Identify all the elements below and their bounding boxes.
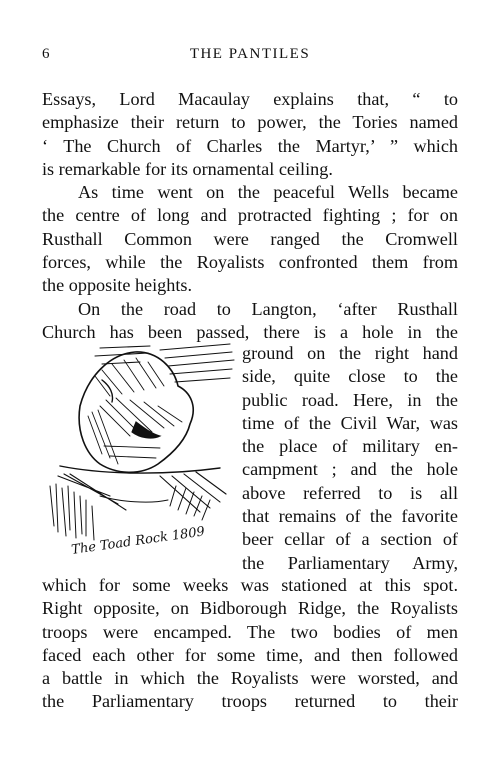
- text-line: Right opposite, on Bidborough Ridge, the Royalists: [42, 598, 458, 619]
- text-line: Church has been passed, there is a hole in the: [42, 321, 458, 342]
- text-line: above referred to is all: [242, 482, 458, 503]
- text-line: Essays, Lord Macaulay explains that, “ to: [42, 89, 458, 109]
- text-line: As time went on the peaceful Wells became: [78, 182, 458, 203]
- text-line: emphasize their return to power, the Tories named: [42, 112, 458, 133]
- text-line: the Parliamentary Army,: [242, 552, 458, 573]
- text-line: forces, while the Royalists confronted them from: [42, 252, 458, 273]
- text-line: public road. Here, in the: [242, 389, 458, 410]
- text-line: the opposite heights.: [42, 275, 193, 296]
- body-text-wrapped: [242, 342, 458, 575]
- text-line: faced each other for some time, and then followed: [42, 644, 458, 665]
- running-title: THE PANTILES: [189, 46, 311, 62]
- text-line: the Parliamentary troops returned to their: [42, 691, 458, 712]
- text-line: campment ; and the hole: [242, 459, 458, 480]
- text-line: ‘ The Church of Charles the Martyr,’ ” which: [42, 135, 458, 156]
- illustration-caption: The Toad Rock 1809: [70, 524, 206, 558]
- page-header: [42, 46, 458, 66]
- text-line: is remarkable for its ornamental ceiling.: [42, 158, 333, 179]
- text-line: Rusthall Common were ranged the Cromwell: [42, 228, 458, 249]
- text-line: a battle in which the Royalists were worsted, and: [42, 668, 458, 689]
- text-line: On the road to Langton, ʻafter Rusthall: [78, 298, 458, 319]
- text-line: troops were encamped. The two bodies of men: [42, 621, 458, 642]
- page-number: 6: [42, 46, 50, 62]
- text-line: time of the Civil War, was: [242, 412, 458, 433]
- text-line: the centre of long and protracted fighting ; for on: [42, 205, 458, 226]
- text-line: that remains of the favorite: [242, 506, 458, 527]
- text-line: the place of military en-: [242, 436, 458, 457]
- body-text-bottom: [42, 574, 458, 714]
- toad-rock-illustration: [40, 336, 236, 572]
- text-line: which for some weeks was stationed at this spot.: [42, 575, 458, 595]
- text-line: side, quite close to the: [242, 366, 458, 387]
- text-line: ground on the right hand: [242, 343, 458, 363]
- body-text-top: [42, 88, 458, 344]
- text-line: beer cellar of a section of: [242, 529, 458, 550]
